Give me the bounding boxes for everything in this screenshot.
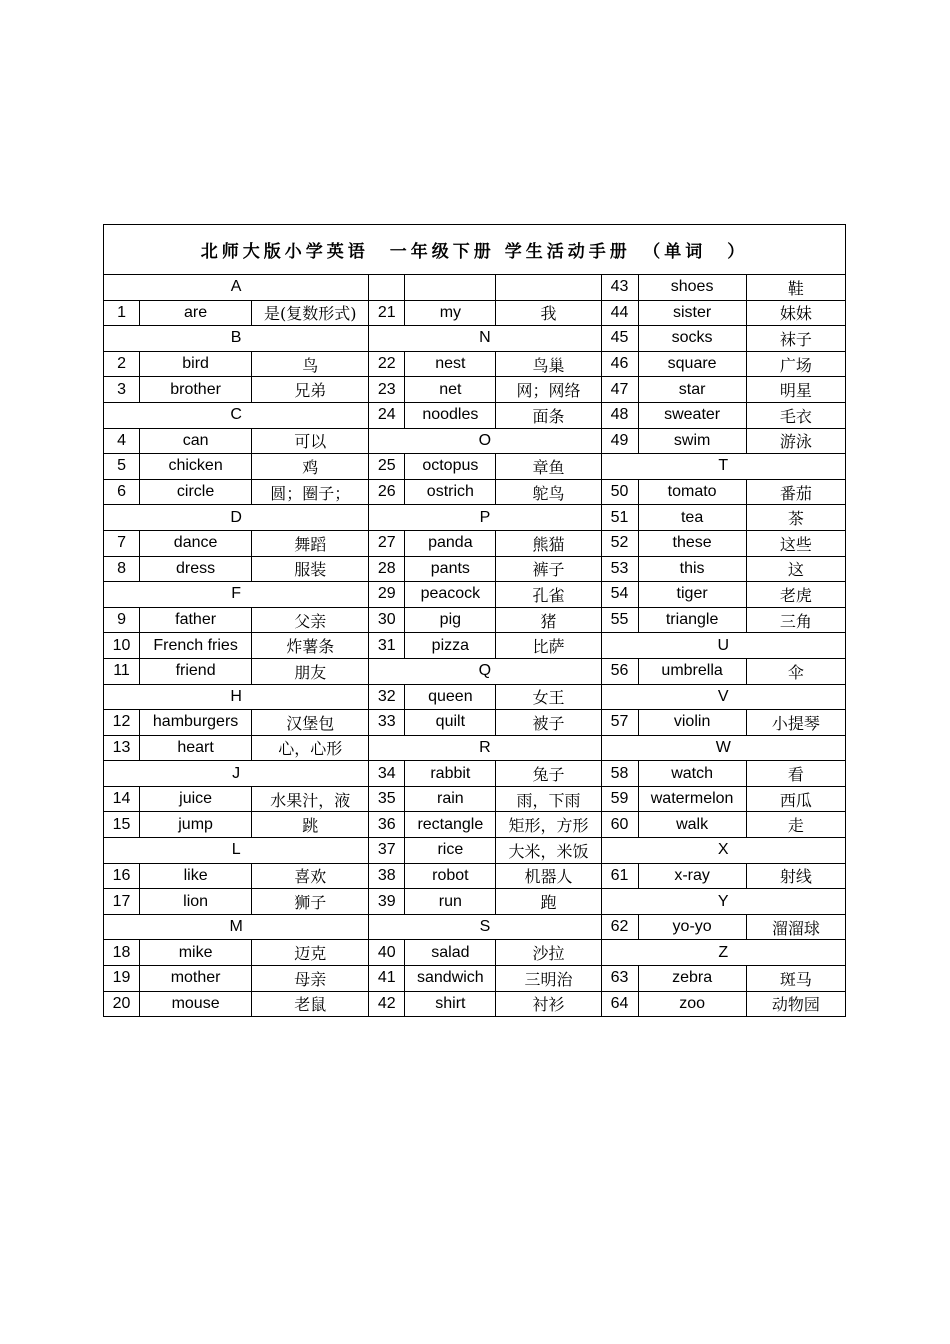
chinese-meaning: 妹妹 [746,300,845,326]
table-row [104,326,846,352]
word-number: 11 [104,658,140,684]
table-row [104,351,846,377]
table-row [104,582,846,608]
word-number: 2 [104,351,140,377]
english-word: hamburgers [140,710,252,736]
word-number: 59 [601,786,638,812]
english-word: father [140,607,252,633]
english-word: watch [638,761,746,787]
word-number: 1 [104,300,140,326]
english-word: heart [140,735,252,761]
chinese-meaning: 机器人 [496,863,601,889]
chinese-meaning: 跑 [496,889,601,915]
chinese-meaning: 狮子 [252,889,369,915]
chinese-meaning: 矩形，方形 [496,812,601,838]
english-word: pig [405,607,496,633]
chinese-meaning: 明星 [746,377,845,403]
english-word: French fries [140,633,252,659]
word-number: 45 [601,326,638,352]
english-word: tiger [638,582,746,608]
english-word: this [638,556,746,582]
word-number: 64 [601,991,638,1017]
table-row [104,863,846,889]
word-number: 53 [601,556,638,582]
english-word: rice [405,838,496,864]
english-word: sandwich [405,966,496,992]
word-number: 24 [369,402,405,428]
english-word: ostrich [405,479,496,505]
english-word: triangle [638,607,746,633]
chinese-meaning: 鸡 [252,454,369,480]
english-word: violin [638,710,746,736]
word-number: 15 [104,812,140,838]
english-word [405,275,496,301]
table-row [104,940,846,966]
word-number: 5 [104,454,140,480]
table-row [104,402,846,428]
word-number: 22 [369,351,405,377]
section-letter-header: X [601,838,845,864]
english-word: x-ray [638,863,746,889]
word-number: 20 [104,991,140,1017]
word-number: 3 [104,377,140,403]
english-word: net [405,377,496,403]
chinese-meaning: 父亲 [252,607,369,633]
chinese-meaning: 番茄 [746,479,845,505]
chinese-meaning: 服装 [252,556,369,582]
english-word: swim [638,428,746,454]
word-number: 42 [369,991,405,1017]
word-number: 14 [104,786,140,812]
chinese-meaning: 老鼠 [252,991,369,1017]
section-letter-header: Y [601,889,845,915]
english-word: lion [140,889,252,915]
section-letter-header: O [369,428,601,454]
english-word: peacock [405,582,496,608]
table-row [104,735,846,761]
table-row [104,889,846,915]
english-word: socks [638,326,746,352]
english-word: tomato [638,479,746,505]
table-row [104,966,846,992]
english-word: like [140,863,252,889]
chinese-meaning: 沙拉 [496,940,601,966]
table-row [104,454,846,480]
english-word: noodles [405,402,496,428]
word-number: 32 [369,684,405,710]
table-row [104,710,846,736]
section-letter-header: L [104,838,369,864]
chinese-meaning: 斑马 [746,966,845,992]
english-word: are [140,300,252,326]
chinese-meaning: 可以 [252,428,369,454]
chinese-meaning: 这 [746,556,845,582]
chinese-meaning [496,275,601,301]
table-row [104,658,846,684]
english-word: tea [638,505,746,531]
english-word: chicken [140,454,252,480]
english-word: sweater [638,402,746,428]
chinese-meaning: 鸟巢 [496,351,601,377]
table-row [104,300,846,326]
english-word: zoo [638,991,746,1017]
chinese-meaning: 炸薯条 [252,633,369,659]
word-number: 34 [369,761,405,787]
table-row [104,607,846,633]
chinese-meaning: 兄弟 [252,377,369,403]
english-word: my [405,300,496,326]
english-word: pants [405,556,496,582]
word-number: 43 [601,275,638,301]
english-word: these [638,530,746,556]
table-row [104,556,846,582]
chinese-meaning: 猪 [496,607,601,633]
section-letter-header: S [369,914,601,940]
chinese-meaning: 圆；圈子； [252,479,369,505]
chinese-meaning: 射线 [746,863,845,889]
word-number: 26 [369,479,405,505]
word-number: 57 [601,710,638,736]
chinese-meaning: 面条 [496,402,601,428]
chinese-meaning: 看 [746,761,845,787]
section-letter-header: P [369,505,601,531]
table-row [104,479,846,505]
chinese-meaning: 走 [746,812,845,838]
english-word: rain [405,786,496,812]
word-number: 55 [601,607,638,633]
english-word: mike [140,940,252,966]
chinese-meaning: 比萨 [496,633,601,659]
english-word: watermelon [638,786,746,812]
section-letter-header: W [601,735,845,761]
chinese-meaning: 兔子 [496,761,601,787]
chinese-meaning: 游泳 [746,428,845,454]
chinese-meaning: 我 [496,300,601,326]
chinese-meaning: 鸟 [252,351,369,377]
word-number: 19 [104,966,140,992]
chinese-meaning: 是(复数形式) [252,300,369,326]
chinese-meaning: 大米，米饭 [496,838,601,864]
english-word: nest [405,351,496,377]
chinese-meaning: 网；网络 [496,377,601,403]
section-letter-header: M [104,914,369,940]
word-number: 48 [601,402,638,428]
chinese-meaning: 心，心形 [252,735,369,761]
chinese-meaning: 熊猫 [496,530,601,556]
english-word: octopus [405,454,496,480]
table-row [104,275,846,301]
english-word: sister [638,300,746,326]
word-number: 62 [601,914,638,940]
chinese-meaning: 章鱼 [496,454,601,480]
table-row [104,633,846,659]
chinese-meaning: 被子 [496,710,601,736]
english-word: dance [140,530,252,556]
chinese-meaning: 三明治 [496,966,601,992]
word-number: 52 [601,530,638,556]
chinese-meaning: 雨，下雨 [496,786,601,812]
table-row [104,786,846,812]
table-row [104,761,846,787]
word-number: 54 [601,582,638,608]
word-number: 4 [104,428,140,454]
table-row [104,684,846,710]
table-row [104,812,846,838]
word-number: 37 [369,838,405,864]
table-row [104,428,846,454]
section-letter-header: J [104,761,369,787]
word-number: 9 [104,607,140,633]
word-number: 27 [369,530,405,556]
chinese-meaning: 溜溜球 [746,914,845,940]
table-row [104,530,846,556]
table-row [104,914,846,940]
vocabulary-table [103,224,846,1017]
word-number: 35 [369,786,405,812]
word-number: 29 [369,582,405,608]
english-word: zebra [638,966,746,992]
chinese-meaning: 鸵鸟 [496,479,601,505]
chinese-meaning: 伞 [746,658,845,684]
chinese-meaning: 广场 [746,351,845,377]
word-number: 36 [369,812,405,838]
english-word: jump [140,812,252,838]
word-number: 50 [601,479,638,505]
chinese-meaning: 水果汁，液 [252,786,369,812]
section-letter-header: B [104,326,369,352]
word-number: 28 [369,556,405,582]
word-number: 16 [104,863,140,889]
chinese-meaning: 衬衫 [496,991,601,1017]
english-word: mother [140,966,252,992]
chinese-meaning: 朋友 [252,658,369,684]
word-number: 46 [601,351,638,377]
chinese-meaning: 喜欢 [252,863,369,889]
chinese-meaning: 孔雀 [496,582,601,608]
section-letter-header: D [104,505,369,531]
word-number: 44 [601,300,638,326]
word-number: 6 [104,479,140,505]
word-number: 38 [369,863,405,889]
english-word: yo-yo [638,914,746,940]
word-number: 39 [369,889,405,915]
table-title: 北师大版小学英语 一年级下册 学生活动手册 （单词 ） [104,225,846,275]
english-word: shirt [405,991,496,1017]
english-word: pizza [405,633,496,659]
word-number: 51 [601,505,638,531]
english-word: shoes [638,275,746,301]
section-letter-header: Z [601,940,845,966]
word-number: 25 [369,454,405,480]
word-number: 17 [104,889,140,915]
english-word: salad [405,940,496,966]
chinese-meaning: 鞋 [746,275,845,301]
chinese-meaning: 女王 [496,684,601,710]
chinese-meaning: 跳 [252,812,369,838]
english-word: star [638,377,746,403]
word-number: 60 [601,812,638,838]
table-row [104,838,846,864]
table-row [104,505,846,531]
english-word: dress [140,556,252,582]
chinese-meaning: 舞蹈 [252,530,369,556]
word-number: 58 [601,761,638,787]
chinese-meaning: 毛衣 [746,402,845,428]
word-number: 23 [369,377,405,403]
section-letter-header: Q [369,658,601,684]
english-word: mouse [140,991,252,1017]
section-letter-header: R [369,735,601,761]
chinese-meaning: 小提琴 [746,710,845,736]
english-word: robot [405,863,496,889]
english-word: walk [638,812,746,838]
chinese-meaning: 汉堡包 [252,710,369,736]
chinese-meaning: 西瓜 [746,786,845,812]
english-word: queen [405,684,496,710]
word-number: 41 [369,966,405,992]
word-number: 40 [369,940,405,966]
english-word: umbrella [638,658,746,684]
english-word: rectangle [405,812,496,838]
word-number [369,275,405,301]
word-number: 18 [104,940,140,966]
word-number: 7 [104,530,140,556]
section-letter-header: H [104,684,369,710]
section-letter-header: N [369,326,601,352]
section-letter-header: U [601,633,845,659]
english-word: bird [140,351,252,377]
chinese-meaning: 裤子 [496,556,601,582]
chinese-meaning: 母亲 [252,966,369,992]
section-letter-header: C [104,402,369,428]
chinese-meaning: 三角 [746,607,845,633]
section-letter-header: F [104,582,369,608]
english-word: panda [405,530,496,556]
english-word: square [638,351,746,377]
word-number: 33 [369,710,405,736]
english-word: run [405,889,496,915]
english-word: quilt [405,710,496,736]
english-word: brother [140,377,252,403]
section-letter-header: V [601,684,845,710]
word-number: 56 [601,658,638,684]
word-number: 12 [104,710,140,736]
word-number: 61 [601,863,638,889]
word-number: 31 [369,633,405,659]
chinese-meaning: 袜子 [746,326,845,352]
word-number: 49 [601,428,638,454]
word-number: 21 [369,300,405,326]
word-number: 13 [104,735,140,761]
english-word: rabbit [405,761,496,787]
section-letter-header: A [104,275,369,301]
chinese-meaning: 迈克 [252,940,369,966]
word-number: 10 [104,633,140,659]
chinese-meaning: 这些 [746,530,845,556]
table-row [104,991,846,1017]
english-word: circle [140,479,252,505]
english-word: juice [140,786,252,812]
chinese-meaning: 老虎 [746,582,845,608]
word-number: 63 [601,966,638,992]
english-word: can [140,428,252,454]
english-word: friend [140,658,252,684]
word-number: 47 [601,377,638,403]
section-letter-header: T [601,454,845,480]
chinese-meaning: 动物园 [746,991,845,1017]
word-number: 8 [104,556,140,582]
chinese-meaning: 茶 [746,505,845,531]
word-number: 30 [369,607,405,633]
table-row [104,377,846,403]
